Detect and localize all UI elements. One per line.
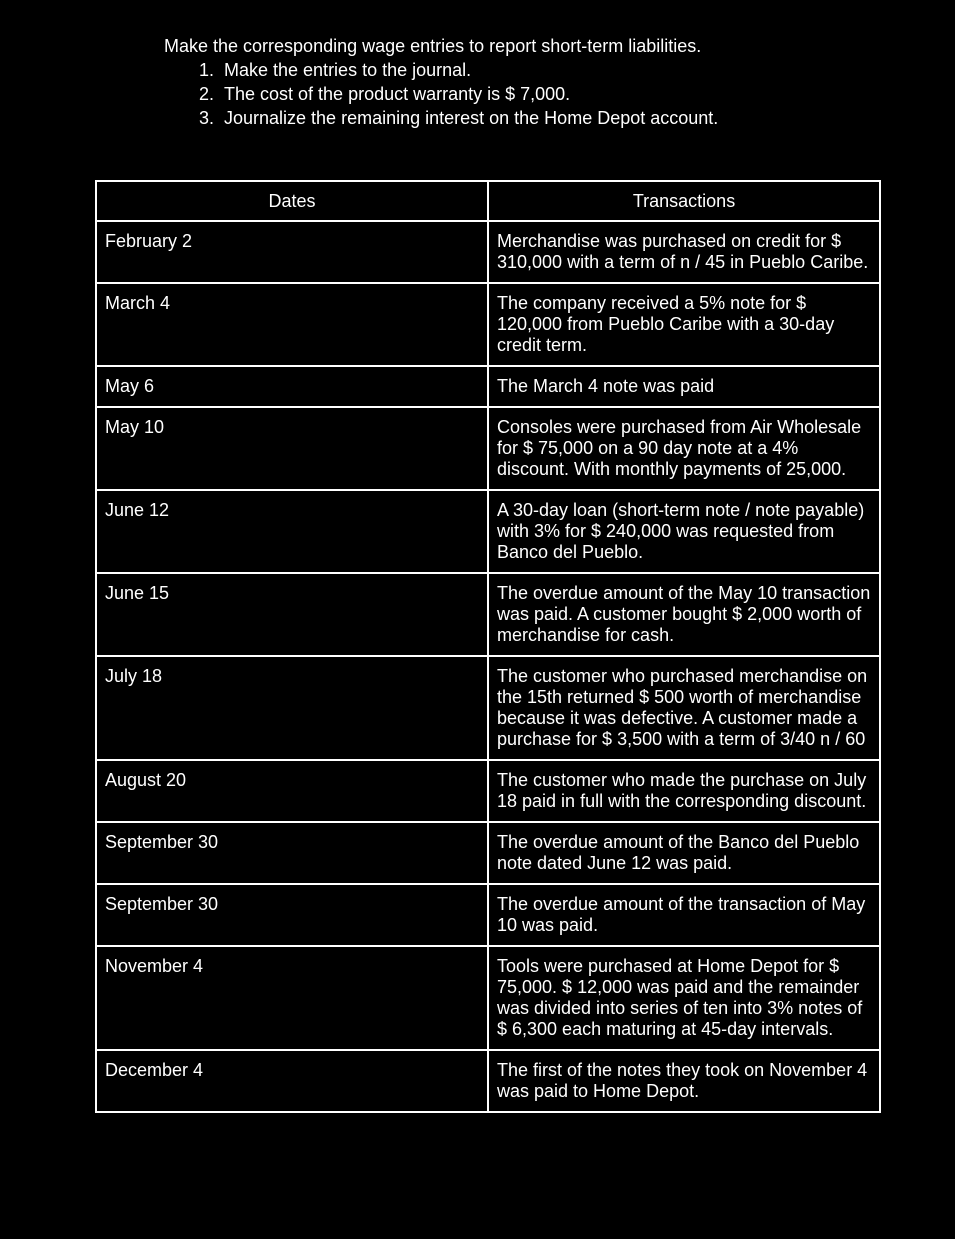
transaction-cell: The overdue amount of the May 10 transaction was paid. A customer bought $ 2,000 worth of merchandise for cash.	[488, 573, 880, 656]
table-header-row	[96, 181, 880, 221]
transaction-cell: The overdue amount of the transaction of May 10 was paid.	[488, 884, 880, 946]
transaction-cell: The customer who made the purchase on July 18 paid in full with the corresponding discount.	[488, 760, 880, 822]
date-cell: June 15	[96, 573, 488, 656]
table-row	[96, 490, 880, 573]
date-cell: July 18	[96, 656, 488, 760]
table-row	[96, 573, 880, 656]
table-row	[96, 221, 880, 283]
instructions-heading: Make the corresponding wage entries to report short-term liabilities.	[164, 36, 702, 56]
transaction-cell: The customer who purchased merchandise on the 15th returned $ 500 worth of merchandise because it was defective. A customer made a purchase for $ 3,500 with a term of 3/40 n / 60	[488, 656, 880, 760]
table-row	[96, 884, 880, 946]
transactions-table	[95, 180, 881, 1113]
transaction-cell: Tools were purchased at Home Depot for $ 75,000. $ 12,000 was paid and the remainder was divided into series of ten into 3% notes of $ 6,300 each maturing at 45-day intervals.	[488, 946, 880, 1050]
transaction-cell: Consoles were purchased from Air Wholesale for $ 75,000 on a 90 day note at a 4% discount. With monthly payments of 25,000.	[488, 407, 880, 490]
instruction-item	[164, 82, 718, 106]
instruction-text: Journalize the remaining interest on the Home Depot account.	[224, 108, 719, 128]
instruction-number: 1.	[198, 60, 214, 80]
table-row	[96, 407, 880, 490]
table-row	[96, 946, 880, 1050]
transaction-cell: The overdue amount of the Banco del Pueblo note dated June 12 was paid.	[488, 822, 880, 884]
instruction-number: 2.	[198, 84, 214, 104]
date-cell: May 6	[96, 366, 488, 407]
instruction-text: The cost of the product warranty is $ 7,000.	[224, 84, 571, 104]
transaction-cell: The company received a 5% note for $ 120,000 from Pueblo Caribe with a 30-day credit term.	[488, 283, 880, 366]
table-row	[96, 822, 880, 884]
table-row	[96, 760, 880, 822]
dates-column-header: Dates	[96, 181, 488, 221]
transaction-cell: Merchandise was purchased on credit for $ 310,000 with a term of n / 45 in Pueblo Caribe.	[488, 221, 880, 283]
instructions	[164, 34, 718, 130]
date-cell: December 4	[96, 1050, 488, 1112]
instruction-text: Make the entries to the journal.	[224, 60, 472, 80]
transaction-cell: The first of the notes they took on November 4 was paid to Home Depot.	[488, 1050, 880, 1112]
date-cell: August 20	[96, 760, 488, 822]
table-row	[96, 656, 880, 760]
instruction-number: 3.	[198, 108, 214, 128]
transactions-column-header: Transactions	[488, 181, 880, 221]
transaction-cell: A 30-day loan (short-term note / note payable) with 3% for $ 240,000 was requested from Banco del Pueblo.	[488, 490, 880, 573]
instruction-item	[164, 106, 718, 130]
table-row	[96, 366, 880, 407]
date-cell: February 2	[96, 221, 488, 283]
date-cell: March 4	[96, 283, 488, 366]
date-cell: November 4	[96, 946, 488, 1050]
transaction-cell: The March 4 note was paid	[488, 366, 880, 407]
instruction-item	[164, 58, 718, 82]
date-cell: September 30	[96, 822, 488, 884]
table-row	[96, 1050, 880, 1112]
instructions-list	[164, 58, 718, 130]
date-cell: May 10	[96, 407, 488, 490]
date-cell: June 12	[96, 490, 488, 573]
table-row	[96, 283, 880, 366]
date-cell: September 30	[96, 884, 488, 946]
